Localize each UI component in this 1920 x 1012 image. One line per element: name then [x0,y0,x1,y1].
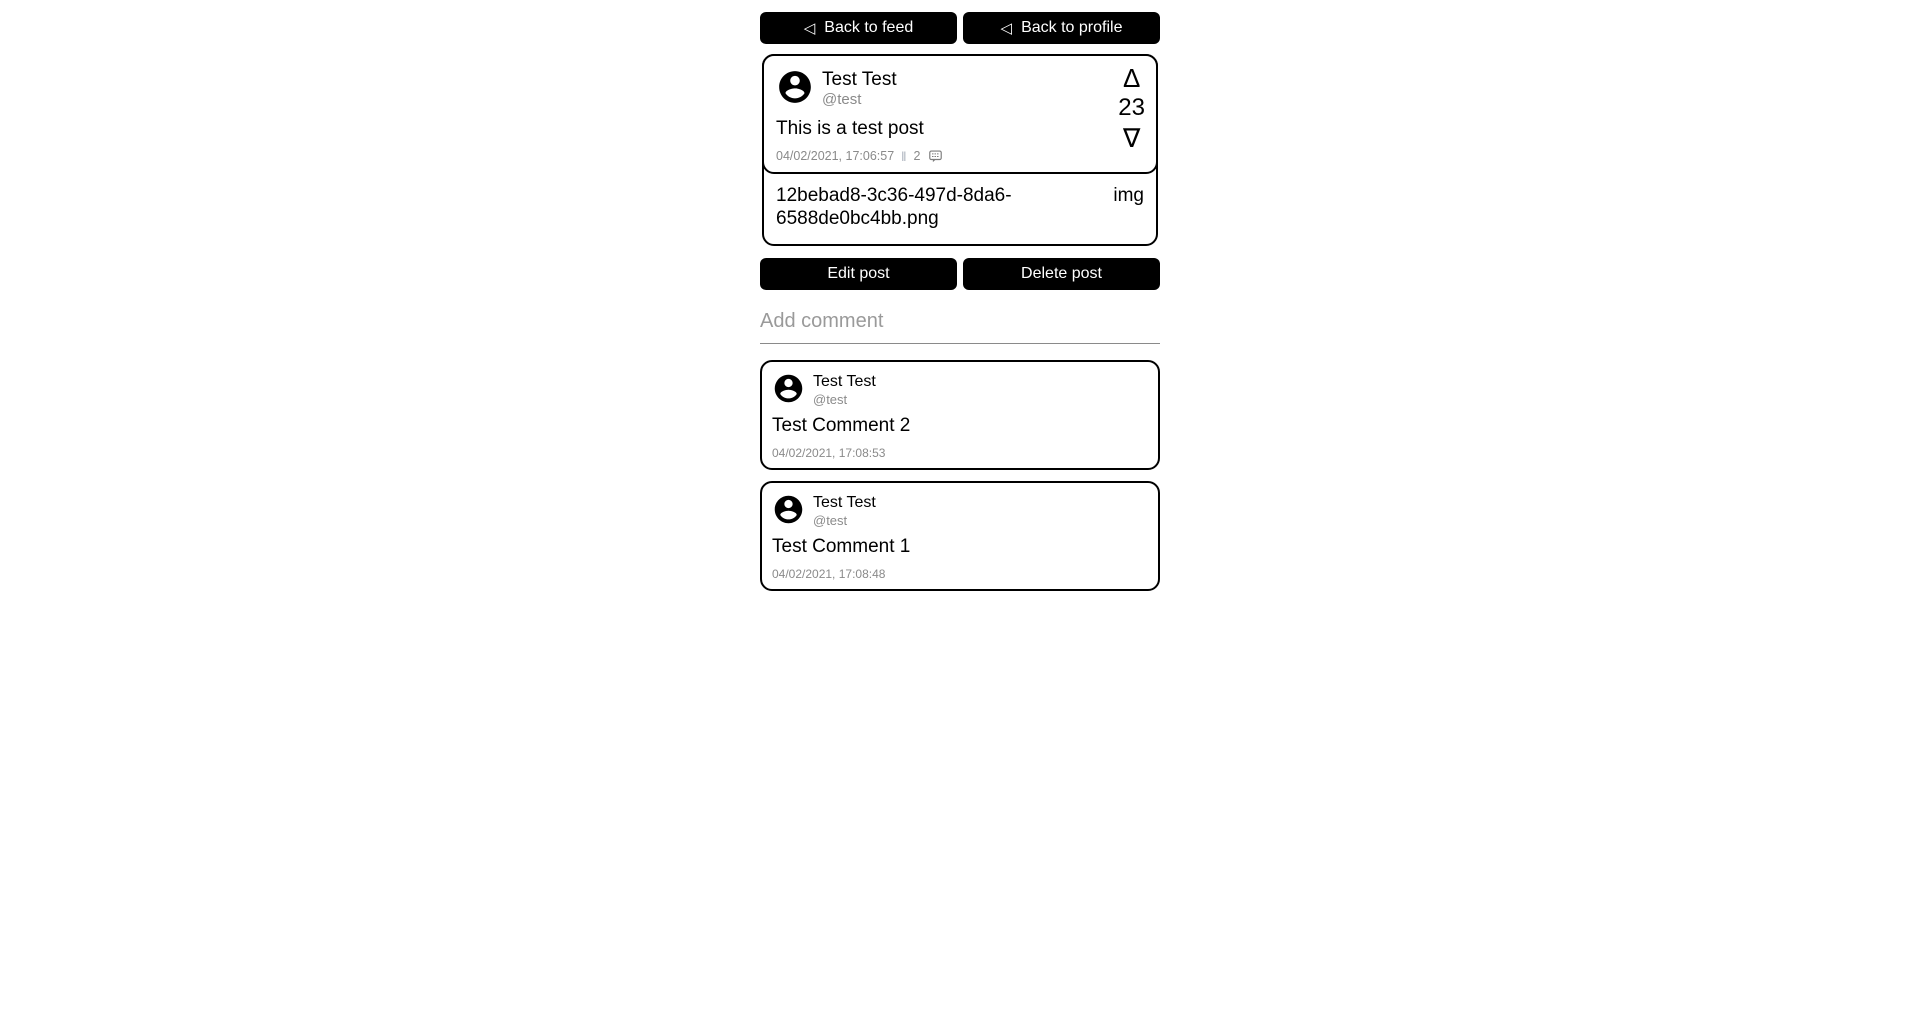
account-circle-icon [772,372,805,405]
comment-author [813,372,876,407]
separator-icon: ‖ [901,148,907,164]
attachment-type-label: img [1113,184,1144,206]
author-name: Test Test [822,69,897,90]
add-comment-section [760,308,1160,344]
upvote-button[interactable]: Δ [1122,63,1141,93]
post-author-header [776,63,1144,109]
downvote-button[interactable]: ∇ [1122,122,1141,153]
add-comment-input[interactable] [760,308,1160,344]
back-arrow-icon: ◁ [1000,19,1013,37]
comment-timestamp: 04/02/2021, 17:08:48 [772,566,886,581]
post-author [822,68,897,109]
edit-post-label: Edit post [827,265,890,283]
post-body-text: This is a test post [776,117,924,139]
attachment-filename: 12bebad8-3c36-497d-8da6-6588de0bc4bb.png [776,184,1012,230]
post-timestamp: 04/02/2021, 17:06:57 [776,149,895,164]
attachment-row[interactable] [764,174,1156,245]
comment-author-header [772,493,1148,528]
post-content-section [762,54,1158,174]
author-handle: @test [813,512,848,528]
edit-post-button[interactable] [760,258,957,290]
comment-author [813,493,876,528]
post-meta-row [776,149,1144,164]
comment-body-text: Test Comment 1 [772,536,911,558]
comment-timestamp: 04/02/2021, 17:08:53 [772,446,886,461]
back-to-feed-button[interactable] [760,12,957,44]
comment-count: 2 [913,149,921,164]
author-handle: @test [813,391,848,407]
author-handle: @test [822,90,862,108]
delete-post-button[interactable] [963,258,1160,290]
back-to-profile-label: Back to profile [1021,19,1123,36]
comment-card [760,481,1160,591]
post-actions-row [760,258,1160,290]
delete-post-label: Delete post [1021,265,1102,283]
comment-body-text: Test Comment 2 [772,415,911,437]
author-name: Test Test [813,494,876,512]
post-detail-page [760,0,1160,591]
comment-card [760,360,1160,470]
comment-author-header [772,372,1148,407]
vote-score: 23 [1118,94,1145,122]
back-arrow-icon: ◁ [803,19,816,37]
account-circle-icon [772,493,805,526]
nav-row [760,12,1160,44]
author-name: Test Test [813,373,876,391]
back-to-profile-button[interactable] [963,12,1160,44]
back-to-feed-label: Back to feed [824,19,914,36]
comment-bubble-icon [928,149,943,163]
vote-column [1118,63,1145,153]
post-card [762,54,1158,246]
account-circle-icon [776,68,814,106]
